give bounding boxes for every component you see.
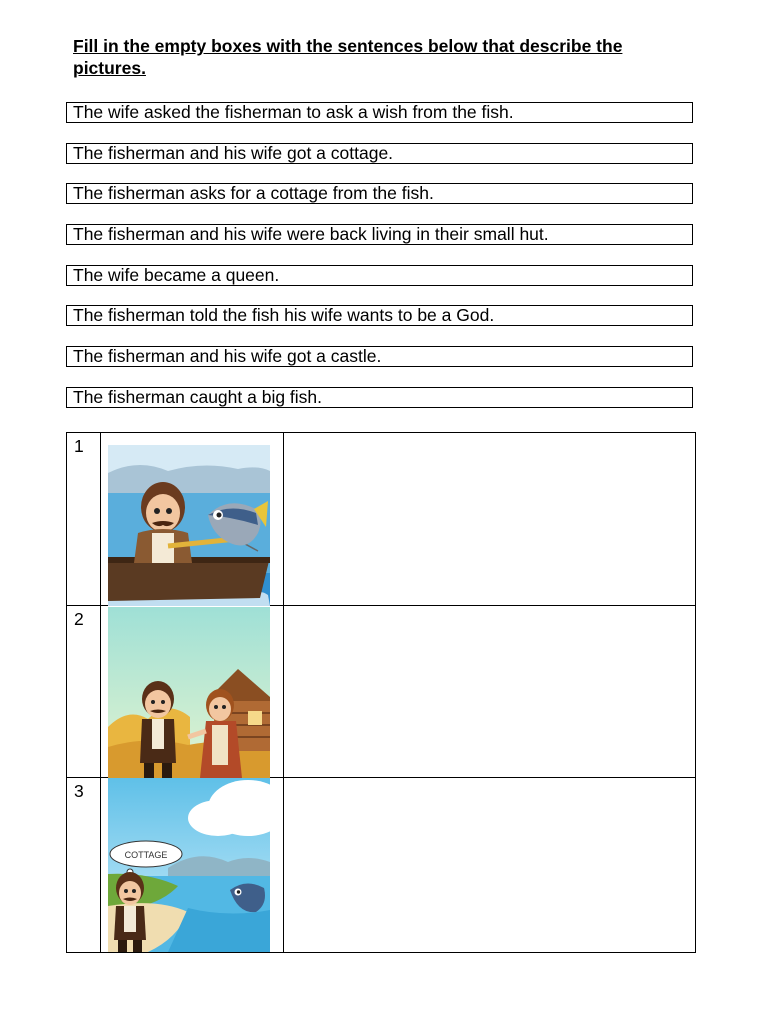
sentence-box: The fisherman asks for a cottage from the fish. <box>66 183 693 204</box>
fisherman-catching-fish-icon <box>108 433 270 606</box>
sentence-box: The fisherman and his wife got a castle. <box>66 346 693 367</box>
fisherman-wish-cottage-icon <box>108 778 270 952</box>
picture-answer-table <box>66 432 696 953</box>
answer-box[interactable] <box>284 433 696 606</box>
row-number: 3 <box>67 778 101 953</box>
sentence-box: The fisherman caught a big fish. <box>66 387 693 408</box>
sentence-box: The wife became a queen. <box>66 265 693 286</box>
row-number: 1 <box>67 433 101 606</box>
speech-bubble-text: COTTAGE <box>124 850 168 860</box>
answer-box[interactable] <box>284 778 696 953</box>
table-row <box>67 433 696 606</box>
sentence-box: The wife asked the fisherman to ask a wish from the fish. <box>66 102 693 123</box>
picture-cell <box>101 433 284 606</box>
answer-box[interactable] <box>284 606 696 778</box>
sentence-box: The fisherman and his wife got a cottage. <box>66 143 693 164</box>
sentence-box: The fisherman and his wife were back living in their small hut. <box>66 224 693 245</box>
sentence-box: The fisherman told the fish his wife wants to be a God. <box>66 305 693 326</box>
picture-cell <box>101 778 284 953</box>
picture-cell <box>101 606 284 778</box>
table-row <box>67 606 696 778</box>
row-number: 2 <box>67 606 101 778</box>
worksheet-instructions: Fill in the empty boxes with the sentences below that describe the pictures. <box>73 36 623 78</box>
table-row <box>67 778 696 953</box>
fisherman-wife-cottage-icon <box>108 607 270 778</box>
